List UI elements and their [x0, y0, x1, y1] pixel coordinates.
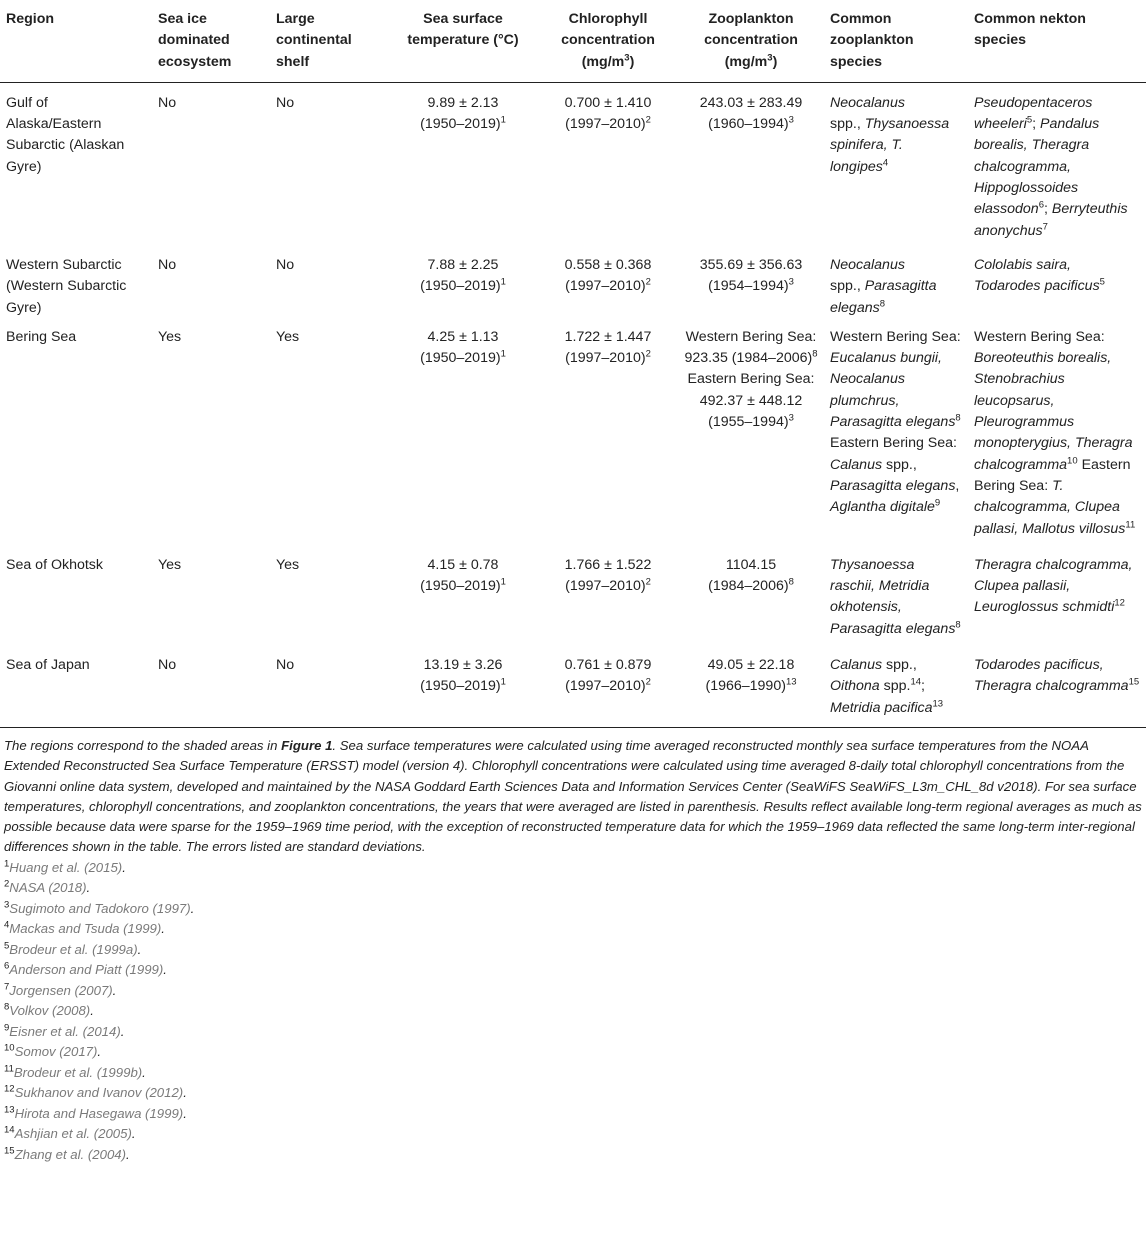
cell-zoo-species: Neocalanus spp., Parasagitta elegans$^8$	[830, 256, 937, 316]
footnote-ref-link[interactable]: Volkov (2008)	[9, 1003, 91, 1019]
cell-region: Sea of Okhotsk	[6, 556, 103, 573]
figure-link[interactable]: Figure 1	[281, 737, 333, 753]
footnote: $^{14}$Ashjian et al. (2005).	[4, 1124, 136, 1142]
cell-sst: 13.19 ± 3.26 (1950–2019)$^1$	[388, 644, 538, 727]
footnote: $^2$NASA (2018).	[4, 878, 91, 896]
footnote-ref-link[interactable]: Sukhanov and Ivanov (2012)	[14, 1085, 184, 1101]
cell-region: Western Subarctic (Western Subarctic Gyre)	[6, 256, 127, 316]
footnote-ref-link[interactable]: Brodeur et al. (1999a)	[9, 941, 138, 957]
cell-sea-ice: Yes	[158, 556, 182, 573]
cell-nekton-species: Theragra chalcogramma, Clupea pallasii, Leuroglossus schmidti$^{12}$	[974, 556, 1133, 616]
cell-nekton-species: Todarodes pacificus, Theragra chalcogramma$^{15}$	[968, 644, 1146, 727]
footnote: $^{15}$Zhang et al. (2004).	[4, 1145, 130, 1162]
cell-chl: 0.761 ± 0.879 (1997–2010)$^2$	[538, 644, 678, 727]
table-row	[0, 644, 1146, 727]
footnote-ref-link[interactable]: Anderson and Piatt (1999)	[9, 962, 164, 978]
footnote: $^3$Sugimoto and Tadokoro (1997).	[4, 899, 195, 916]
footnote: $^5$Brodeur et al. (1999a).	[4, 940, 142, 957]
footnote: $^8$Volkov (2008).	[4, 1001, 94, 1019]
cell-chl: 0.700 ± 1.410 (1997–2010)$^2$	[564, 94, 652, 133]
cell-region: Gulf of Alaska/Eastern Subarctic (Alaskan Gyre)	[6, 94, 125, 175]
header-row	[0, 0, 1146, 82]
header-region: Region	[0, 0, 152, 82]
footnote-ref-link[interactable]: NASA (2018)	[9, 880, 87, 896]
table-row	[0, 544, 1146, 644]
footnote: $^{13}$Hirota and Hasegawa (1999).	[4, 1104, 187, 1121]
cell-sst: 9.89 ± 2.13 (1950–2019)$^1$	[420, 94, 506, 133]
cell-zoo: Western Bering Sea: 923.35 (1984–2006)$^8$ Eastern Bering Sea: 492.37 ± 448.12 (1955–1994)$^3$	[684, 328, 818, 431]
cell-nekton-species: Pseudopentaceros wheeleri$^5$; Pandalus borealis, Theragra chalcogramma, Hippoglossoides elassodon$^6$; Berryteuthis anonychus$^7$	[974, 94, 1128, 239]
cell-shelf: Yes	[276, 556, 300, 573]
cell-chl: 0.558 ± 0.368 (1997–2010)$^2$	[564, 256, 652, 295]
cell-zoo-species: Thysanoessa raschii, Metridia okhotensis, Parasagitta elegans$^8$	[830, 556, 961, 637]
footnote-ref-link[interactable]: Mackas and Tsuda (1999)	[9, 921, 162, 937]
cell-zoo: 355.69 ± 356.63 (1954–1994)$^3$	[699, 256, 803, 295]
footnote-ref-link[interactable]: Somov (2017)	[14, 1044, 98, 1060]
footnote-ref-link[interactable]: Brodeur et al. (1999b)	[13, 1064, 143, 1080]
footnote: $^{10}$Somov (2017).	[4, 1042, 102, 1060]
header-shelf: Large continental shelf	[270, 0, 388, 82]
footnote-ref-link[interactable]: Jorgensen (2007)	[9, 982, 113, 998]
cell-shelf: No	[276, 94, 295, 111]
cell-sst: 7.88 ± 2.25 (1950–2019)$^1$	[420, 256, 506, 295]
cell-chl: 1.766 ± 1.522 (1997–2010)$^2$	[564, 556, 652, 595]
cell-sst: 4.25 ± 1.13 (1950–2019)$^1$	[420, 328, 506, 367]
cell-zoo-species: Western Bering Sea: Eucalanus bungii, Neocalanus plumchrus, Parasagitta elegans$^8$ Eastern Bering Sea: Calanus spp., Parasagitta elegans, Aglantha digitale$^9$	[830, 328, 961, 516]
table-row	[0, 246, 1146, 323]
cell-nekton-species: Western Bering Sea: Boreoteuthis borealis, Stenobrachius leucopsarus, Pleurogrammus monopterygius, Theragra chalcogramma$^{10}$ Eastern Bering Sea: T. chalcogramma, Clupea pallasi, Mallotus villosus$^{11}$	[974, 328, 1136, 537]
footnote-ref-link[interactable]: Ashjian et al. (2005)	[14, 1126, 132, 1142]
footnote: $^9$Eisner et al. (2014).	[4, 1022, 125, 1039]
cell-shelf: No	[270, 644, 388, 727]
cell-zoo-species: Neocalanus spp., Thysanoessa spinifera, T. longipes$^4$	[830, 94, 950, 175]
footnote-ref-link[interactable]: Hirota and Hasegawa (1999)	[14, 1105, 184, 1121]
footnote-list	[4, 858, 1142, 1166]
table-notes	[0, 728, 1146, 1165]
header-sst: Sea surface temperature (°C)	[388, 0, 538, 82]
cell-sea-ice: No	[158, 94, 177, 111]
footnote: $^4$Mackas and Tsuda (1999).	[4, 919, 165, 937]
header-sea-ice: Sea ice dominated ecosystem	[152, 0, 270, 82]
cell-zoo: 243.03 ± 283.49 (1960–1994)$^3$	[699, 94, 803, 133]
header-zoo-species: Common zooplankton species	[824, 0, 968, 82]
header-zoo: Zooplankton concentration $(mg/m^3)$	[678, 0, 824, 82]
cell-shelf: No	[276, 256, 295, 273]
footnote: $^{11}$Brodeur et al. (1999b).	[4, 1063, 146, 1080]
footnote: $^1$Huang et al. (2015).	[4, 858, 126, 875]
footnote: $^6$Anderson and Piatt (1999).	[4, 960, 167, 978]
cell-zoo: 1104.15 (1984–2006)$^8$	[708, 556, 794, 595]
footnote-ref-link[interactable]: Zhang et al. (2004)	[14, 1146, 127, 1162]
table-row	[0, 323, 1146, 544]
table-caption: The regions correspond to the shaded areas in Figure 1. Sea surface temperatures were calculated using time averaged reconstructed monthly sea surface temperatures from the NOAA Extended Reconstructed Sea Surface Temperature (ERSST) model (version 4). Chlorophyll concentrations were calculated using time averaged 8-daily total chlorophyll concentrations from the Giovanni online data system, developed and maintained by the NASA Goddard Earth Sciences Data and Information Services Center (SeaWiFS SeaWiFS_L3m_CHL_8d v2018). For sea surface temperatures, chlorophyll concentrations, and zooplankton concentrations, the years that were averaged are listed in parenthesis. Results reflect available long-term regional averages as much as possible because data were sparse for the 1959–1969 time period, with the exception of reconstructed temperature data for which the 1959–1969 data reflected the same long-term inter-regional differences shown in the table. The errors listed are standard deviations.	[4, 737, 1142, 855]
cell-region: Bering Sea	[6, 328, 77, 345]
cell-zoo-species: Calanus spp., Oithona spp.$^{14}$; Metridia pacifica$^{13}$	[824, 644, 968, 727]
cell-shelf: Yes	[276, 328, 300, 345]
footnote-ref-link[interactable]: Sugimoto and Tadokoro (1997)	[9, 900, 191, 916]
cell-sea-ice: Yes	[158, 328, 182, 345]
cell-nekton-species: Cololabis saira, Todarodes pacificus$^5$	[974, 256, 1105, 295]
table-row	[0, 82, 1146, 246]
cell-chl: 1.722 ± 1.447 (1997–2010)$^2$	[564, 328, 652, 367]
cell-sea-ice: No	[158, 256, 177, 273]
header-chl: Chlorophyll concentration $(mg/m^3)$	[538, 0, 678, 82]
footnote: $^{12}$Sukhanov and Ivanov (2012).	[4, 1083, 187, 1101]
footnote-ref-link[interactable]: Huang et al. (2015)	[9, 859, 123, 875]
cell-sea-ice: No	[152, 644, 270, 727]
header-nekton-species: Common nekton species	[968, 0, 1146, 82]
cell-zoo: 49.05 ± 22.18 (1966–1990)$^{13}$	[678, 644, 824, 727]
cell-region: Sea of Japan	[0, 644, 152, 727]
footnote-ref-link[interactable]: Eisner et al. (2014)	[9, 1023, 121, 1039]
cell-sst: 4.15 ± 0.78 (1950–2019)$^1$	[420, 556, 506, 595]
footnote: $^7$Jorgensen (2007).	[4, 981, 117, 998]
